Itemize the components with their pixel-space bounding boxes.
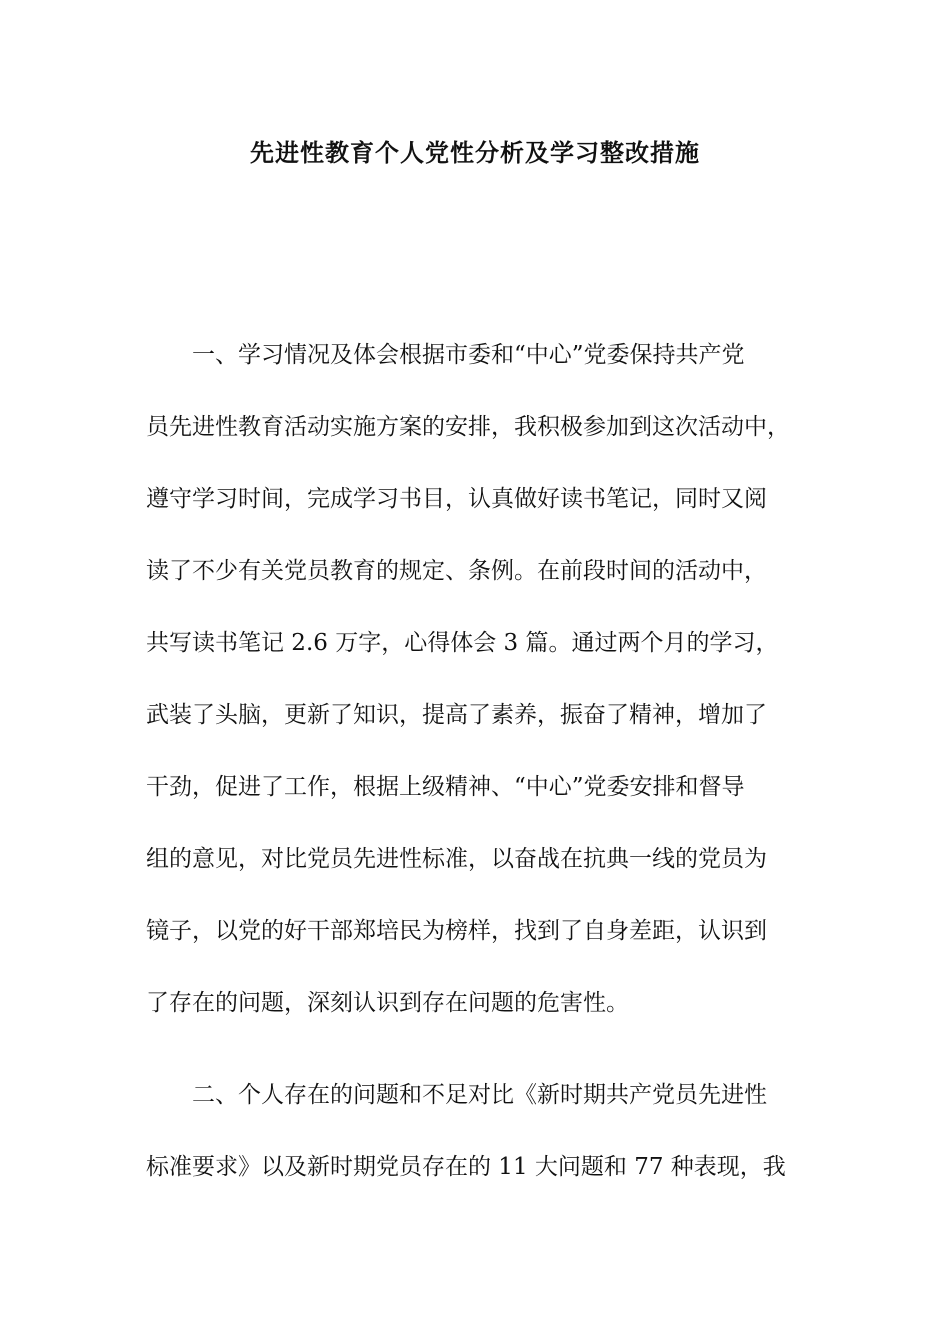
body-line: 干劲，促进了工作，根据上级精神、“中心”党委安排和督导 <box>146 774 745 800</box>
body-line: 共写读书笔记 2.6 万字，心得体会 3 篇。通过两个月的学习， <box>146 630 779 656</box>
body-line: 遵守学习时间，完成学习书目，认真做好读书笔记，同时又阅 <box>146 486 767 512</box>
body-line: 组的意见，对比党员先进性标准，以奋战在抗典一线的党员为 <box>146 846 767 872</box>
body-line: 二、个人存在的问题和不足对比《新时期共产党员先进性 <box>146 1082 767 1108</box>
body-line: 镜子，以党的好干部郑培民为榜样，找到了自身差距，认识到 <box>146 918 767 944</box>
document-title: 先进性教育个人党性分析及学习整改措施 <box>250 138 700 167</box>
body-line: 一、学习情况及体会根据市委和“中心”党委保持共产党 <box>146 342 745 368</box>
body-line: 武装了头脑，更新了知识，提高了素养，振奋了精神，增加了 <box>146 702 767 728</box>
body-line: 员先进性教育活动实施方案的安排，我积极参加到这次活动中， <box>146 414 790 440</box>
body-line: 了存在的问题，深刻认识到存在问题的危害性。 <box>146 990 629 1016</box>
body-line: 读了不少有关党员教育的规定、条例。在前段时间的活动中， <box>146 558 767 584</box>
body-line: 标准要求》以及新时期党员存在的 11 大问题和 77 种表现，我 <box>146 1154 786 1180</box>
